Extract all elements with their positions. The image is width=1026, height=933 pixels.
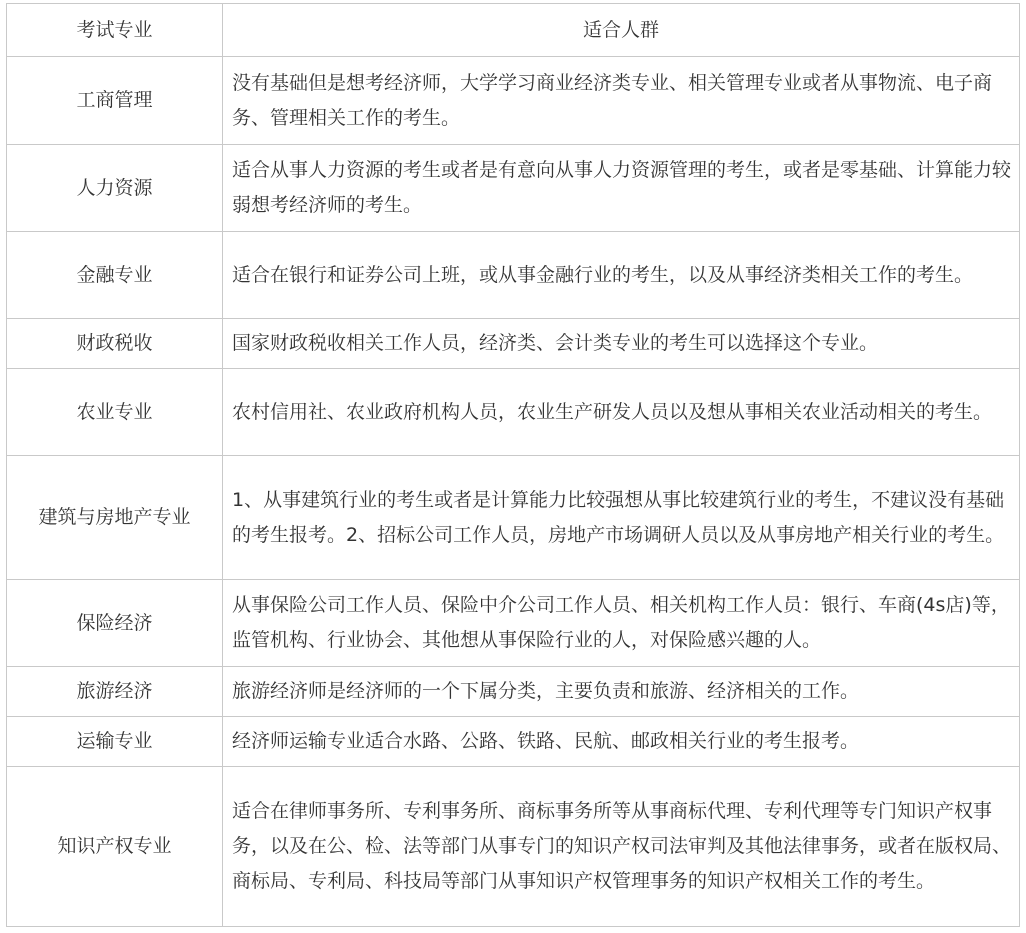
major-cell: 知识产权专业: [7, 767, 223, 927]
major-cell: 保险经济: [7, 580, 223, 667]
table-row: [7, 767, 1020, 927]
major-cell: 农业专业: [7, 369, 223, 456]
major-cell: 金融专业: [7, 232, 223, 319]
table-row: [7, 145, 1020, 232]
desc-cell: 1、从事建筑行业的考生或者是计算能力比较强想从事比较建筑行业的考生，不建议没有基础的考生报考。2、招标公司工作人员，房地产市场调研人员以及从事房地产相关行业的考生。: [223, 456, 1020, 580]
header-major: 考试专业: [7, 4, 223, 57]
major-cell: 旅游经济: [7, 667, 223, 717]
exam-majors-table: [6, 3, 1020, 927]
major-cell: 运输专业: [7, 717, 223, 767]
table-row: [7, 232, 1020, 319]
table-row: [7, 667, 1020, 717]
desc-cell: 农村信用社、农业政府机构人员，农业生产研发人员以及想从事相关农业活动相关的考生。: [223, 369, 1020, 456]
desc-cell: 适合从事人力资源的考生或者是有意向从事人力资源管理的考生，或者是零基础、计算能力较弱想考经济师的考生。: [223, 145, 1020, 232]
table-row: [7, 57, 1020, 145]
table-row: [7, 456, 1020, 580]
table-row: [7, 369, 1020, 456]
major-cell: 建筑与房地产专业: [7, 456, 223, 580]
desc-cell: 适合在银行和证券公司上班，或从事金融行业的考生，以及从事经济类相关工作的考生。: [223, 232, 1020, 319]
desc-cell: 适合在律师事务所、专利事务所、商标事务所等从事商标代理、专利代理等专门知识产权事务，以及在公、检、法等部门从事专门的知识产权司法审判及其他法律事务，或者在版权局、商标局、专利局、科技局等部门从事知识产权管理事务的知识产权相关工作的考生。: [223, 767, 1020, 927]
exam-majors-table-container: [6, 3, 1020, 927]
major-cell: 财政税收: [7, 319, 223, 369]
table-row: [7, 580, 1020, 667]
desc-cell: 旅游经济师是经济师的一个下属分类，主要负责和旅游、经济相关的工作。: [223, 667, 1020, 717]
header-suitable-group: 适合人群: [223, 4, 1020, 57]
desc-cell: 没有基础但是想考经济师，大学学习商业经济类专业、相关管理专业或者从事物流、电子商务、管理相关工作的考生。: [223, 57, 1020, 145]
table-row: [7, 319, 1020, 369]
desc-cell: 从事保险公司工作人员、保险中介公司工作人员、相关机构工作人员：银行、车商(4s店)等，监管机构、行业协会、其他想从事保险行业的人，对保险感兴趣的人。: [223, 580, 1020, 667]
desc-cell: 经济师运输专业适合水路、公路、铁路、民航、邮政相关行业的考生报考。: [223, 717, 1020, 767]
table-header-row: [7, 4, 1020, 57]
major-cell: 工商管理: [7, 57, 223, 145]
desc-cell: 国家财政税收相关工作人员，经济类、会计类专业的考生可以选择这个专业。: [223, 319, 1020, 369]
major-cell: 人力资源: [7, 145, 223, 232]
table-row: [7, 717, 1020, 767]
